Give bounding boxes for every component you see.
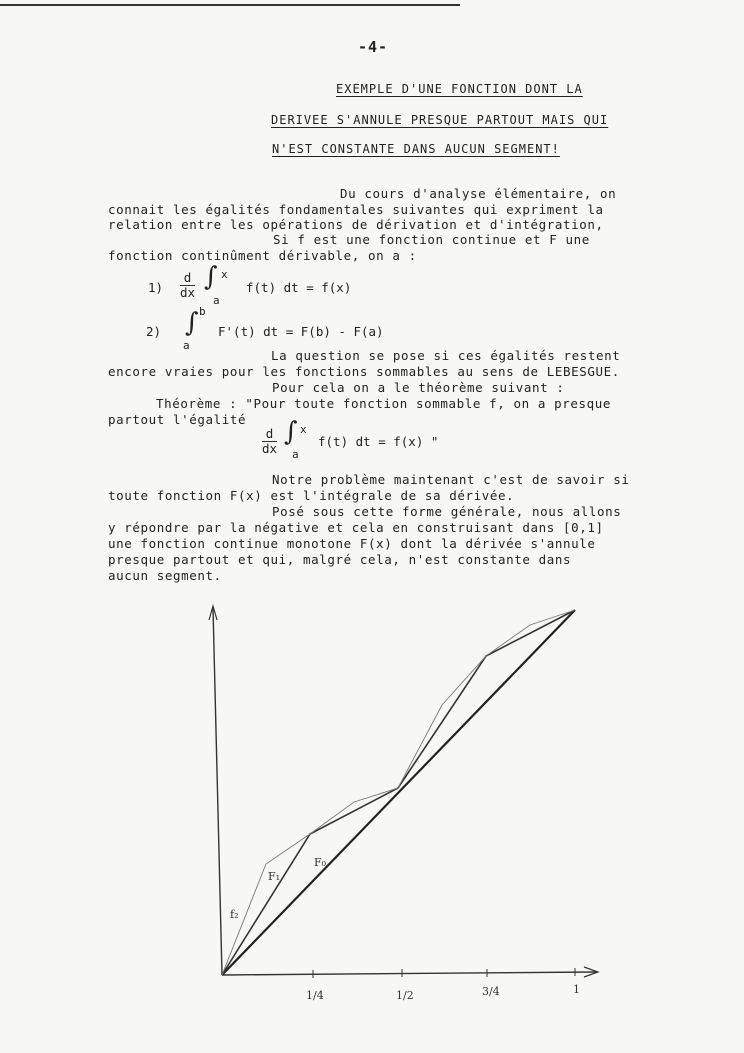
problem-line-5: une fonction continue monotone F(x) dont la dérivée s'annule bbox=[108, 536, 596, 551]
title-line-3: N'EST CONSTANTE DANS AUCUN SEGMENT! bbox=[272, 142, 560, 156]
x-tick-label-quarter: 1/4 bbox=[306, 989, 324, 1002]
title-line-1: EXEMPLE D'UNE FONCTION DONT LA bbox=[336, 82, 583, 96]
intro-line-4: Si f est une fonction continue et F une bbox=[273, 232, 590, 247]
page-number: -4- bbox=[358, 38, 389, 56]
equation-1-body: f(t) dt = f(x) bbox=[246, 280, 352, 295]
problem-line-7: aucun segment. bbox=[108, 568, 222, 583]
x-tick-label-half: 1/2 bbox=[396, 989, 414, 1002]
theorem-intro: Pour cela on a le théorème suivant : bbox=[272, 380, 565, 395]
curve-label-f0: F₀ bbox=[314, 856, 327, 869]
eq3-lower-limit: a bbox=[292, 448, 299, 461]
curve-label-f2: f₂ bbox=[230, 908, 239, 921]
eq1-dx: dx bbox=[180, 285, 196, 300]
question-line-2: encore vraies pour les fonctions sommables au sens de LEBESGUE. bbox=[108, 364, 620, 379]
eq3-d: d bbox=[262, 427, 277, 442]
problem-line-4: y répondre par la négative et cela en construisant dans [0,1] bbox=[108, 520, 604, 535]
theorem-line-2: partout l'égalité bbox=[108, 412, 247, 427]
curve-f0 bbox=[222, 610, 575, 975]
intro-line-2: connait les égalités fondamentales suivantes qui expriment la bbox=[108, 202, 604, 217]
intro-line-1: Du cours d'analyse élémentaire, on bbox=[340, 186, 617, 201]
x-tick-label-one: 1 bbox=[573, 983, 580, 996]
equation-1-integral: ∫ bbox=[204, 262, 218, 292]
eq3-upper-limit: x bbox=[300, 423, 307, 436]
problem-line-1: Notre problème maintenant c'est de savoir si bbox=[272, 472, 630, 487]
eq3-dx: dx bbox=[262, 441, 278, 456]
eq1-upper-limit: x bbox=[221, 268, 228, 281]
equation-3-body: f(t) dt = f(x) " bbox=[318, 434, 439, 449]
eq1-lower-limit: a bbox=[213, 294, 220, 307]
equation-2-integral: ∫ bbox=[185, 308, 199, 338]
eq2-upper-limit: b bbox=[199, 305, 206, 318]
eq2-lower-limit: a bbox=[183, 339, 190, 352]
eq1-d: d bbox=[180, 271, 195, 286]
problem-line-3: Posé sous cette forme générale, nous allons bbox=[272, 504, 622, 519]
problem-line-2: toute fonction F(x) est l'intégrale de sa dérivée. bbox=[108, 488, 515, 503]
theorem-line-1: Théorème : "Pour toute fonction sommable f, on a presque bbox=[156, 396, 612, 411]
intro-line-5: fonction continûment dérivable, on a : bbox=[108, 248, 417, 263]
curve-label-f1: F₁ bbox=[268, 870, 281, 883]
problem-line-6: presque partout et qui, malgré cela, n'est constante dans bbox=[108, 552, 572, 567]
question-line-1: La question se pose si ces égalités restent bbox=[271, 348, 621, 363]
intro-line-3: relation entre les opérations de dérivation et d'intégration, bbox=[108, 217, 604, 232]
equation-3-integral: ∫ bbox=[284, 417, 298, 447]
equation-2-body: F'(t) dt = F(b) - F(a) bbox=[218, 324, 384, 339]
title-line-2: DERIVEE S'ANNULE PRESQUE PARTOUT MAIS QUI bbox=[271, 113, 609, 127]
equation-1-number: 1) bbox=[148, 280, 164, 295]
y-axis bbox=[209, 606, 222, 975]
equation-2-number: 2) bbox=[146, 324, 162, 339]
x-tick-label-three-quarter: 3/4 bbox=[482, 985, 500, 998]
x-axis bbox=[222, 967, 598, 977]
